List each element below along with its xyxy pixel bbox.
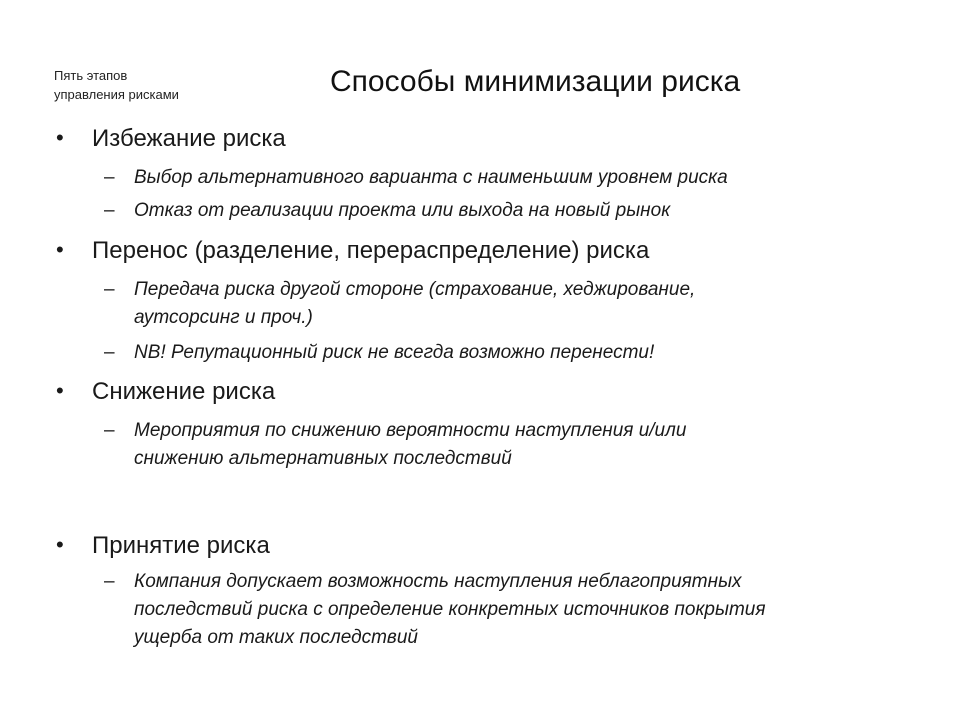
bullet-title: Перенос (разделение, перераспределение) риска [92, 237, 650, 264]
dash-marker: – [104, 420, 115, 441]
bullet-title: Принятие риска [92, 532, 270, 559]
bullet-title: Снижение риска [92, 378, 276, 405]
sub-item-line: ущерба от таких последствий [134, 627, 418, 648]
dash-marker: – [104, 167, 115, 188]
section-label [54, 66, 179, 104]
bullet-marker: • [56, 125, 64, 150]
sub-item-text [134, 568, 766, 652]
sub-item-line: снижению альтернативных последствий [134, 448, 512, 469]
bullet-marker: • [56, 237, 64, 262]
sub-item-line: аутсорсинг и проч.) [134, 307, 313, 328]
dash-marker: – [104, 279, 115, 300]
sub-item-text: Выбор альтернативного варианта с наименьшим уровнем риска [134, 167, 728, 188]
sub-item-text [134, 276, 695, 332]
bullet-marker: • [56, 378, 64, 403]
dash-marker: – [104, 571, 115, 592]
sub-item-text: NB! Репутационный риск не всегда возможно перенести! [134, 342, 655, 363]
sub-item-line: последствий риска с определение конкретных источников покрытия [134, 599, 766, 620]
dash-marker: – [104, 342, 115, 363]
sub-item-text [134, 417, 686, 473]
sub-item-text: Отказ от реализации проекта или выхода на новый рынок [134, 200, 671, 221]
sub-item-line: Передача риска другой стороне (страхование, хеджирование, [134, 279, 696, 300]
sub-item-line: Мероприятия по снижению вероятности наступления и/или [134, 420, 687, 441]
section-label-line-2: управления рисками [54, 87, 179, 102]
slide-title: Способы минимизации риска [330, 65, 741, 98]
bullet-title: Избежание риска [92, 125, 286, 152]
sub-item-line: Компания допускает возможность наступления неблагоприятных [134, 571, 742, 592]
dash-marker: – [104, 200, 115, 221]
bullet-marker: • [56, 532, 64, 557]
section-label-line-1: Пять этапов [54, 68, 128, 83]
